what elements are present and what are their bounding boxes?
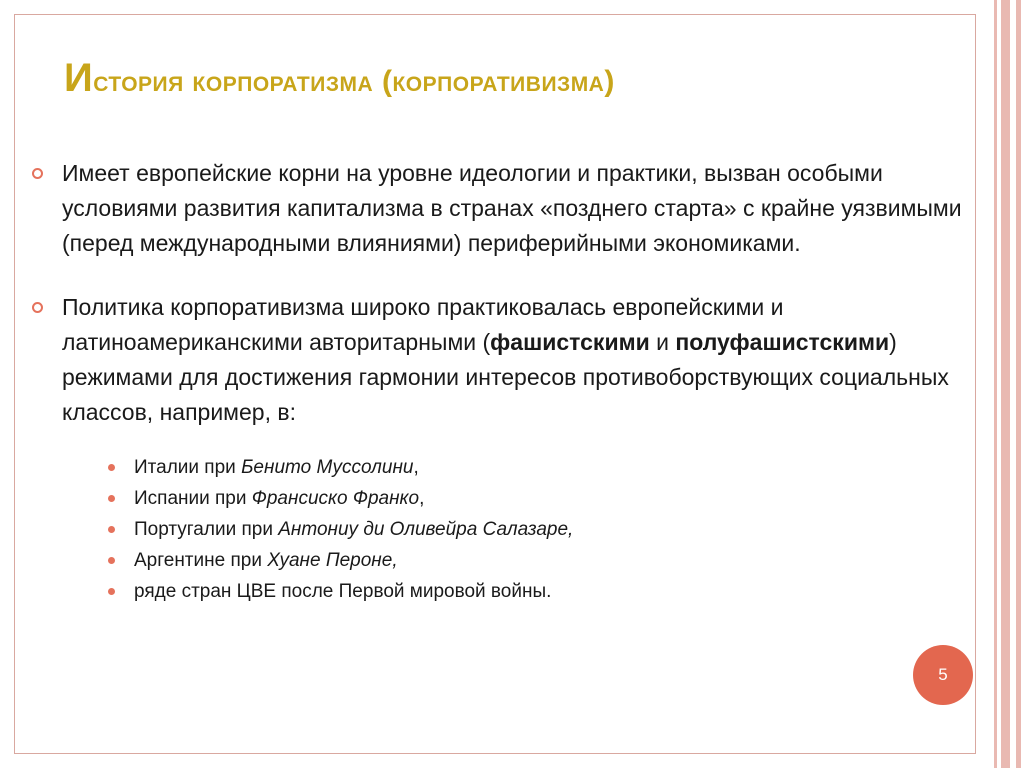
leader-name: Бенито Муссолини [241,457,414,478]
list-item [104,452,986,483]
dot-bullet-icon [108,526,115,533]
punctuation: , [419,488,425,509]
examples-list [62,452,986,607]
punctuation: , [413,457,419,478]
slide-title [64,56,615,101]
dot-bullet-icon [108,495,115,502]
dot-bullet-icon [108,557,115,564]
country-text: ряде стран ЦВЕ после Первой мировой войны. [134,581,552,602]
title-initial-letter: И [64,56,94,100]
paragraph-text-part: ) режимами для достижения гармонии интересов противоборствующих социальных классов, например, в: [62,329,949,425]
side-stripe [994,0,997,768]
bold-term-semi-fascist: полуфашистскими [675,329,890,355]
leader-name: Франсиско Франко [251,488,420,509]
side-stripe [1016,0,1021,768]
country-text: Португалии при [134,519,279,540]
country-text: Аргентине при [134,550,268,571]
paragraph-text-part: и [649,329,676,355]
country-text: Италии при [134,457,242,478]
list-item [104,576,986,607]
paragraph-text: Имеет европейские корни на уровне идеологии и практики, вызван особыми условиями развития капитализма в странах «позднего старта» с крайне уязвимыми (перед международными влияниями) периферийными экономиками. [62,160,962,256]
leader-name: Антониу ди Оливейра Салазаре, [278,519,574,540]
dot-bullet-icon [108,588,115,595]
slide-content [30,156,986,607]
page-number-badge: 5 [913,645,973,705]
bullet-paragraph-1 [30,156,986,261]
ring-bullet-icon [32,168,43,179]
bullet-paragraph-2 [30,290,986,607]
title-text: стория корпоратизма (корпоративизма) [93,65,615,98]
paragraph-text-part: Политика корпоративизма широко практиковалась европейскими и латиноамериканскими авторитарными ( [62,294,784,355]
dot-bullet-icon [108,464,115,471]
decorative-side-stripes [988,0,1024,768]
bold-term-fascist: фашистскими [490,329,650,355]
list-item [104,545,986,576]
leader-name: Хуане Пероне, [267,550,398,571]
list-item [104,514,986,545]
list-item [104,483,986,514]
ring-bullet-icon [32,302,43,313]
country-text: Испании при [134,488,252,509]
side-stripe [1001,0,1010,768]
